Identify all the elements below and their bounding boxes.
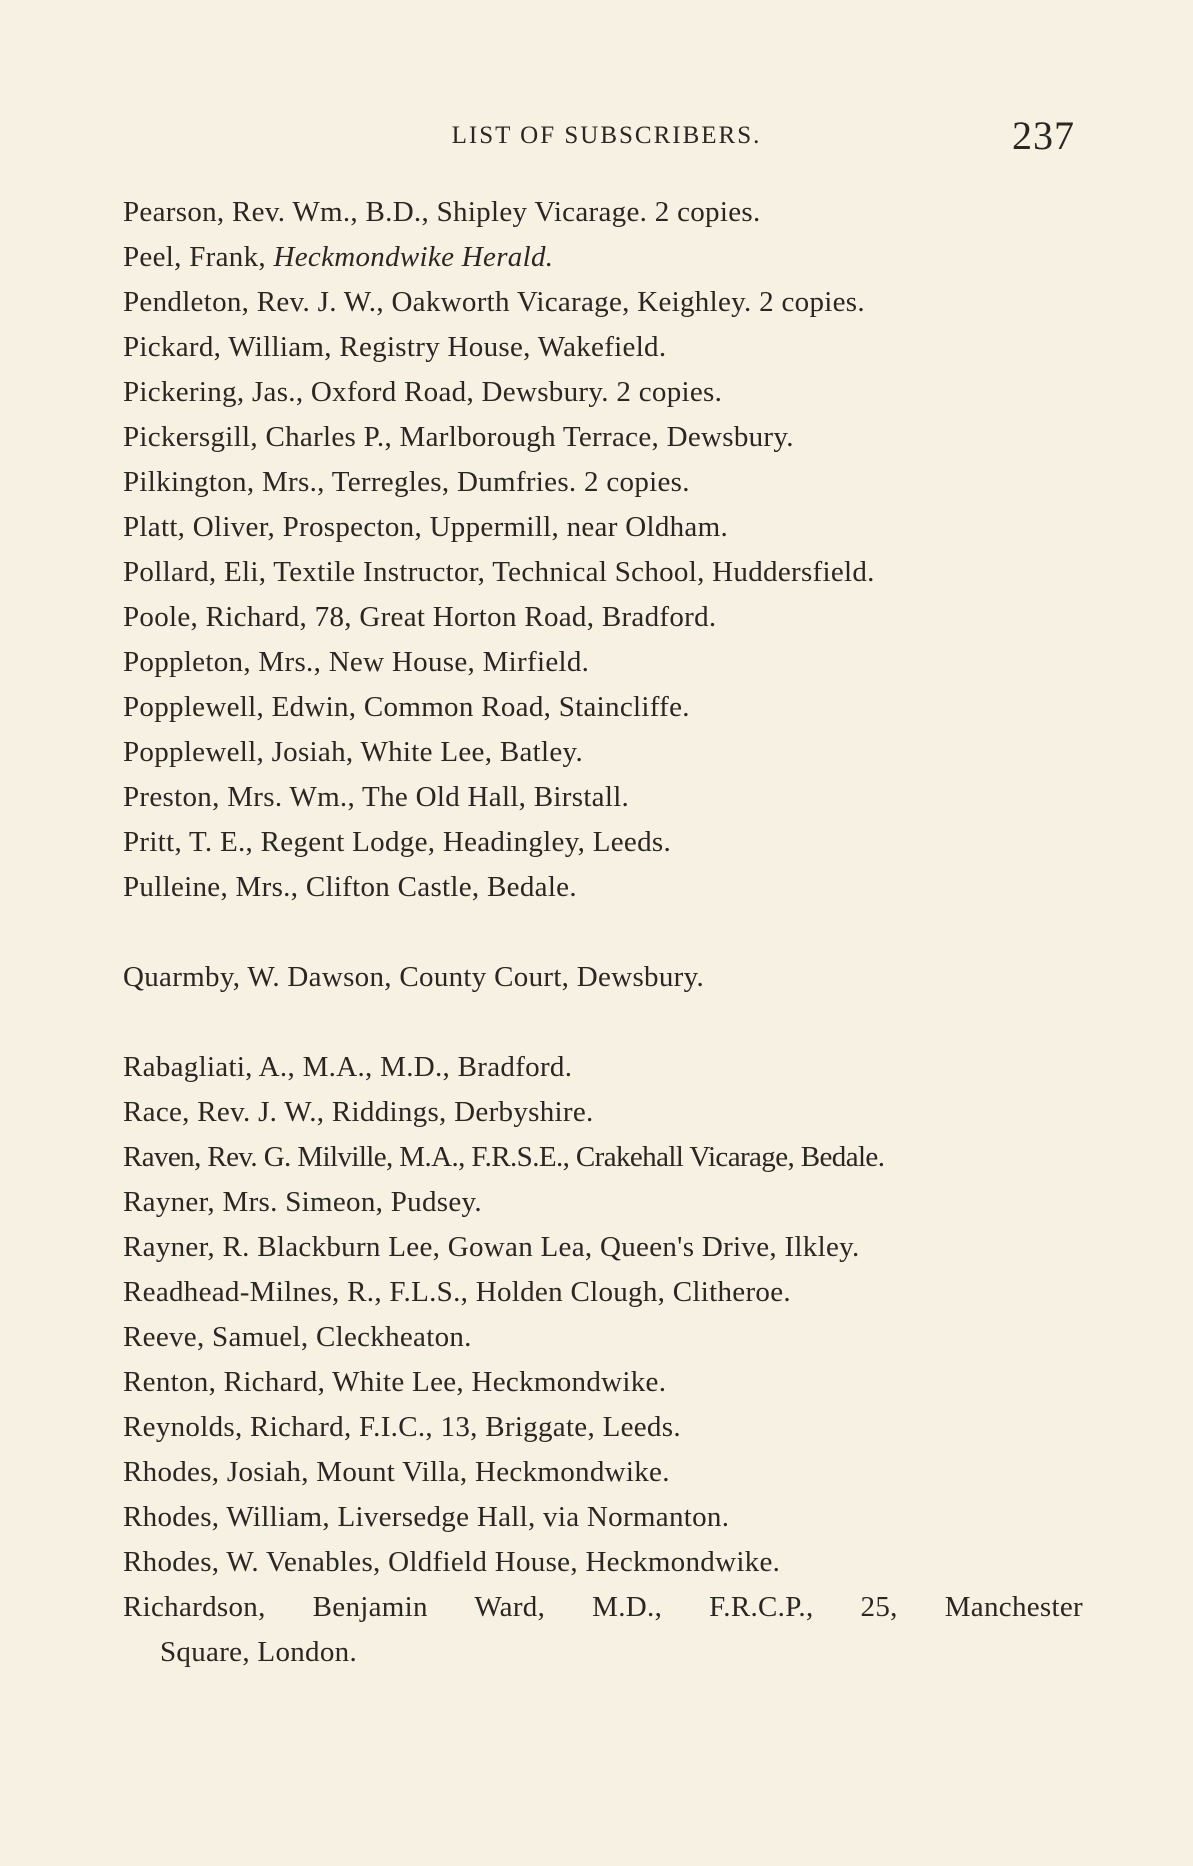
subscriber-entry: Rayner, Mrs. Simeon, Pudsey. [123, 1186, 482, 1218]
subscriber-name: Peel, Frank, [123, 241, 274, 273]
page-number: 237 [1012, 113, 1075, 158]
subscriber-entry: Pulleine, Mrs., Clifton Castle, Bedale. [123, 871, 577, 903]
entry-first-line: Richardson, Benjamin Ward, M.D., F.R.C.P., 25, Manchester [123, 1591, 1083, 1623]
subscriber-entry: Pickersgill, Charles P., Marlborough Terrace, Dewsbury. [123, 421, 794, 453]
subscriber-list [123, 190, 1083, 1675]
subscriber-entry: Raven, Rev. G. Milville, M.A., F.R.S.E., Crakehall Vicarage, Bedale. [123, 1141, 885, 1173]
running-header [0, 112, 1193, 162]
subscriber-group-p [123, 190, 1083, 910]
subscriber-entry: Rabagliati, A., M.A., M.D., Bradford. [123, 1051, 573, 1083]
subscriber-entry: Rhodes, W. Venables, Oldfield House, Heckmondwike. [123, 1546, 781, 1578]
subscriber-entry: Renton, Richard, White Lee, Heckmondwike. [123, 1366, 667, 1398]
entry-continuation-line: Square, London. [160, 1636, 357, 1668]
subscriber-entry: Popplewell, Josiah, White Lee, Batley. [123, 736, 583, 768]
subscriber-entry: Platt, Oliver, Prospecton, Uppermill, near Oldham. [123, 511, 728, 543]
subscriber-entry: Popplewell, Edwin, Common Road, Staincliffe. [123, 691, 690, 723]
subscriber-entry: Pollard, Eli, Textile Instructor, Technical School, Huddersfield. [123, 556, 875, 588]
running-title: LIST OF SUBSCRIBERS. [451, 122, 762, 149]
subscriber-entry: Pendleton, Rev. J. W., Oakworth Vicarage, Keighley. 2 copies. [123, 286, 865, 318]
subscriber-entry: Rayner, R. Blackburn Lee, Gowan Lea, Queen's Drive, Ilkley. [123, 1231, 860, 1263]
subscriber-entry: Reeve, Samuel, Cleckheaton. [123, 1321, 472, 1353]
subscriber-entry: Pilkington, Mrs., Terregles, Dumfries. 2 copies. [123, 466, 690, 498]
subscriber-entry: Pearson, Rev. Wm., B.D., Shipley Vicarage. 2 copies. [123, 196, 761, 228]
section-gap [123, 910, 1083, 955]
subscriber-entry: Poole, Richard, 78, Great Horton Road, Bradford. [123, 601, 717, 633]
section-gap [123, 1000, 1083, 1045]
subscriber-entry: Poppleton, Mrs., New House, Mirfield. [123, 646, 590, 678]
subscriber-entry [123, 235, 1083, 280]
subscriber-entry-multiline [123, 1585, 1083, 1675]
subscriber-entry: Quarmby, W. Dawson, County Court, Dewsbury. [123, 961, 705, 993]
subscriber-entry: Rhodes, Josiah, Mount Villa, Heckmondwike. [123, 1456, 670, 1488]
subscriber-entry: Pickard, William, Registry House, Wakefield. [123, 331, 667, 363]
publication-title: Heckmondwike Herald. [273, 241, 554, 273]
subscriber-entry: Preston, Mrs. Wm., The Old Hall, Birstall. [123, 781, 630, 813]
subscriber-entry: Race, Rev. J. W., Riddings, Derbyshire. [123, 1096, 594, 1128]
subscriber-entry: Readhead-Milnes, R., F.L.S., Holden Clough, Clitheroe. [123, 1276, 791, 1308]
subscriber-entry: Pickering, Jas., Oxford Road, Dewsbury. 2 copies. [123, 376, 723, 408]
subscriber-group-r [123, 1045, 1083, 1675]
subscriber-group-q [123, 955, 1083, 1000]
subscriber-entry: Reynolds, Richard, F.I.C., 13, Briggate, Leeds. [123, 1411, 681, 1443]
subscriber-entry: Rhodes, William, Liversedge Hall, via Normanton. [123, 1501, 730, 1533]
subscriber-entry: Pritt, T. E., Regent Lodge, Headingley, Leeds. [123, 826, 672, 858]
